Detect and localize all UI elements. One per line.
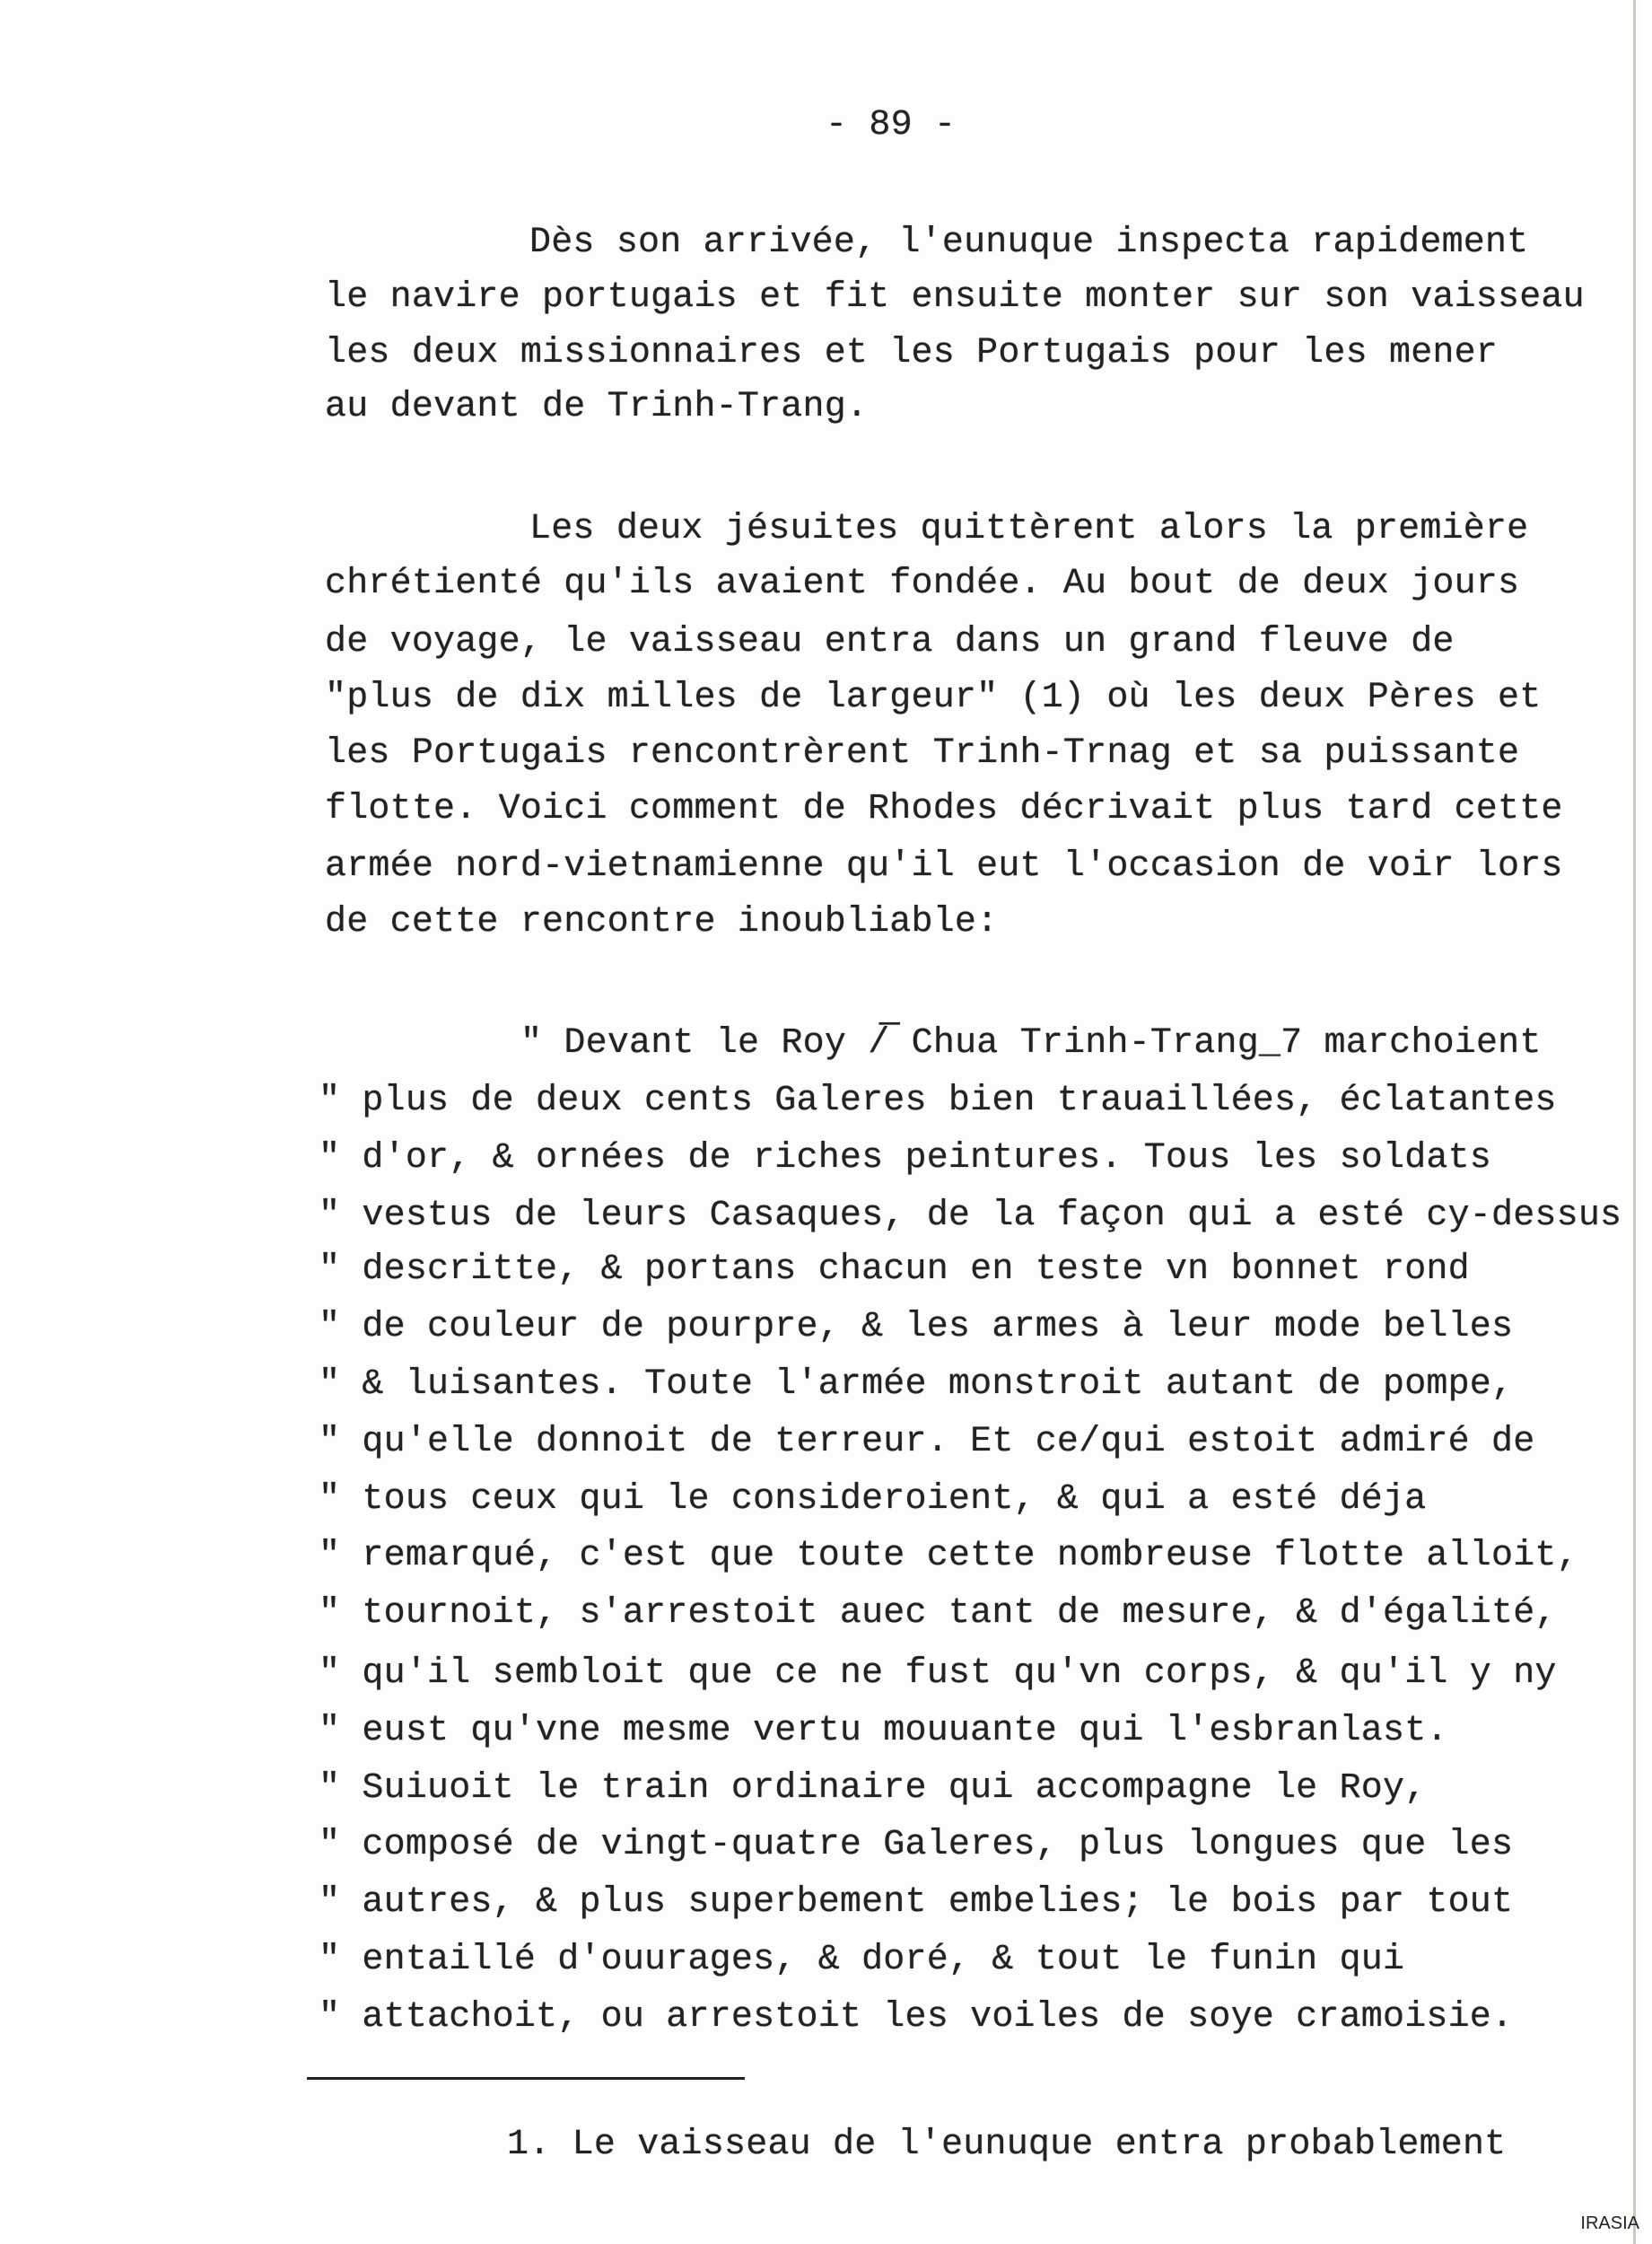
text-line: de voyage, le vaisseau entra dans un grand fleuve de (325, 622, 1455, 662)
quote-line: " de couleur de pourpre, & les armes à leur mode belles (319, 1307, 1514, 1347)
quote-line: " d'or, & ornées de riches peintures. Tous les soldats (319, 1138, 1492, 1179)
text-line: les Portugais rencontrèrent Trinh-Trnag et sa puissante (325, 733, 1520, 774)
quote-line: " qu'elle donnoit de terreur. Et ce/qui estoit admiré de (319, 1422, 1535, 1462)
page-number: - 89 - (826, 105, 957, 145)
text-line: armée nord-vietnamienne qu'il eut l'occasion de voir lors (325, 846, 1563, 887)
text-line: "plus de dix milles de largeur" (1) où les deux Pères et (325, 678, 1542, 718)
text-line: au devant de Trinh-Trang. (325, 387, 869, 427)
page-edge (1633, 0, 1636, 2244)
quote-line: " tournoit, s'arrestoit auec tant de mesure, & d'égalité, (319, 1593, 1557, 1634)
text-line: flotte. Voici comment de Rhodes décrivait plus tard cette (325, 789, 1563, 829)
text-line: chrétienté qu'ils avaient fondée. Au bout de deux jours (325, 564, 1520, 604)
quote-line: " Suiuoit le train ordinaire qui accompagne le Roy, (319, 1768, 1427, 1809)
quote-line: " eust qu'vne mesme vertu mouuante qui l'esbranlast. (319, 1711, 1448, 1751)
quote-line: " qu'il sembloit que ce ne fust qu'vn corps, & qu'il y ny (319, 1653, 1557, 1694)
quote-line: " composé de vingt-quatre Galeres, plus longues que les (319, 1825, 1514, 1865)
text-line: Dès son arrivée, l'eunuque inspecta rapidement (529, 223, 1529, 263)
quote-line: " vestus de leurs Casaques, de la façon qui a esté cy-dessus (319, 1196, 1622, 1236)
text-line: de cette rencontre inoubliable: (325, 902, 999, 942)
footnote: 1. Le vaisseau de l'eunuque entra probablement (507, 2125, 1507, 2165)
text-line: les deux missionnaires et les Portugais pour les mener (325, 333, 1499, 373)
page-margin (1640, 0, 1652, 2244)
text-line: Les deux jésuites quittèrent alors la première (529, 509, 1529, 549)
quote-line: " & luisantes. Toute l'armée monstroit autant de pompe, (319, 1364, 1514, 1405)
quote-line: " plus de deux cents Galeres bien trauaillées, éclatantes (319, 1081, 1557, 1121)
footnote-divider (307, 2077, 745, 2080)
quote-line: " remarqué, c'est que toute cette nombreuse flotte alloit, (319, 1536, 1578, 1576)
quote-line: " autres, & plus superbement embelies; le bois par tout (319, 1882, 1514, 1923)
watermark: IRASIA (1580, 2213, 1639, 2233)
quote-line: " Devant le Roy /̅ Chua Trinh-Trang_7 marchoient (520, 1023, 1542, 1064)
quote-line: " tous ceux qui le consideroient, & qui a esté déja (319, 1479, 1427, 1520)
quote-line: " descritte, & portans chacun en teste vn bonnet rond (319, 1249, 1470, 1290)
quote-line: " attachoit, ou arrestoit les voiles de soye cramoisie. (319, 1997, 1514, 2038)
quote-line: " entaillé d'ouurages, & doré, & tout le funin qui (319, 1940, 1405, 1980)
text-line: le navire portugais et fit ensuite monter sur son vaisseau (325, 277, 1585, 318)
